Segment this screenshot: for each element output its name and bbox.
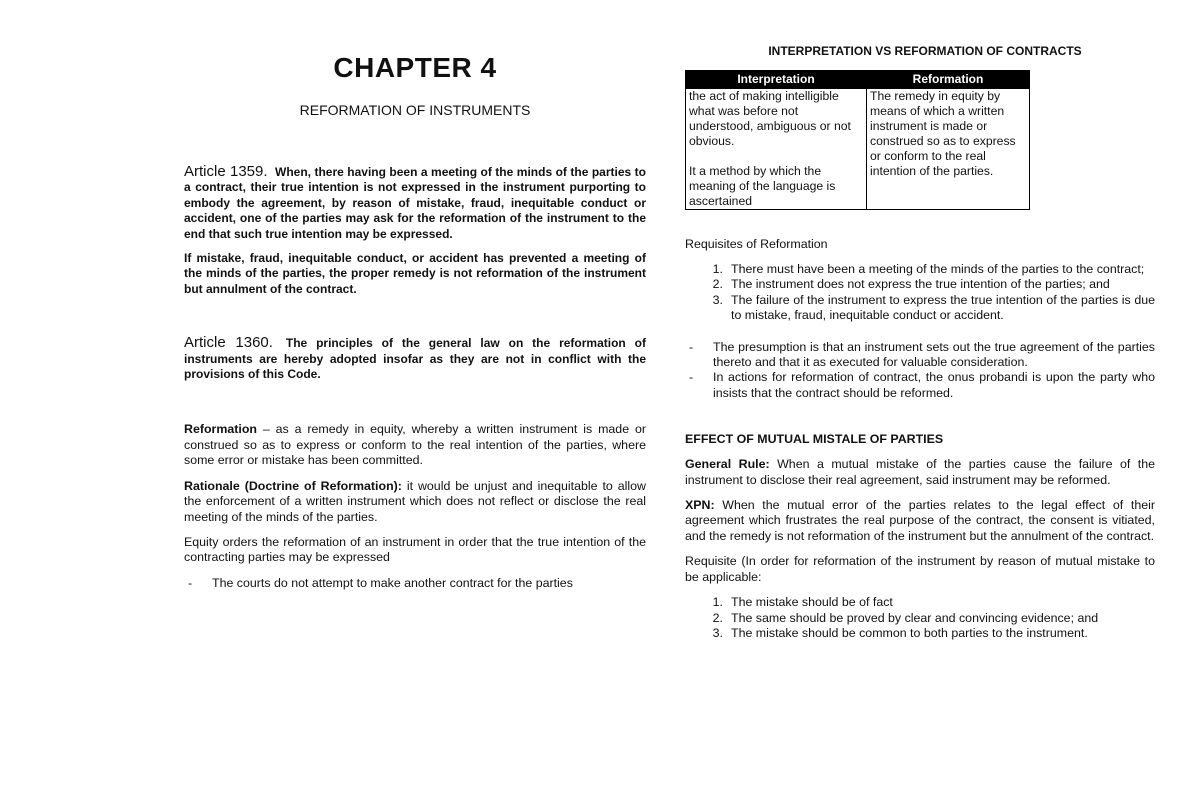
list-text: The instrument does not express the true intention of the parties; and [731, 277, 1110, 292]
list-number: 3. [712, 292, 723, 307]
rationale-text: it would be unjust and inequitable to allow the enforcement of a written instrument which does not reflect or disclose the real meeting of the minds of the parties. [184, 478, 646, 524]
list-text: The failure of the instrument to express the true intention of the parties is due to mistake, fraud, inequitable conduct or accident. [731, 292, 1155, 323]
chapter-subtitle: REFORMATION OF INSTRUMENTS [299, 102, 531, 118]
reformation-term: Reformation [184, 422, 257, 437]
article-1359 [184, 164, 646, 242]
list-text: There must have been a meeting of the minds of the parties to the contract; [731, 262, 1145, 276]
list-text: The same should be proved by clear and convincing evidence; and [731, 610, 1099, 625]
mutual-mistake-list [685, 595, 1155, 641]
note-text: The presumption is that an instrument sets out the true agreement of the parties thereto and that it as executed for valuable consideration. [713, 339, 1155, 370]
reformation-cell-text: The remedy in equity by means of which a written instrument is made or construed so as to express or conform to the real intention of the parties. [870, 89, 1016, 178]
article-1360-head: Article 1360. [184, 334, 273, 352]
list-number: 3. [712, 625, 723, 640]
right-column [685, 44, 1155, 641]
reformation-definition [184, 422, 646, 468]
chapter-title: CHAPTER 4 [333, 52, 497, 83]
note-item [685, 370, 1155, 401]
comparison-table-title: INTERPRETATION VS REFORMATION OF CONTRACTS [768, 44, 1082, 58]
xpn-paragraph [685, 498, 1155, 544]
requisites-list [685, 262, 1155, 324]
note-text: In actions for reformation of contract, the onus probandi is upon the party who insists that the contract should be reformed. [713, 370, 1155, 400]
rationale-term: Rationale (Doctrine of Reformation): [184, 478, 402, 493]
notes-list [685, 340, 1155, 402]
list-text: The mistake should be of fact [731, 595, 893, 610]
interpretation-definition: the act of making intelligible what was before not understood, ambiguous or not obvious. [689, 89, 851, 148]
article-1359-body: When, there having been a meeting of the minds of the parties to a contract, their true intention is not expressed in the instrument purporting to embody the agreement, by reason of mistake, fraud, inequitable conduct or accident, one of the parties may ask for the reformation of the instrument to the end that such true intention may be expressed. [184, 165, 646, 241]
note-item [685, 340, 1155, 371]
article-1359-para2: If mistake, fraud, inequitable conduct, or accident has prevented a meeting of the minds of the parties, the proper remedy is not reformation of the instrument but annulment of the contract. [184, 251, 646, 296]
list-number: 2. [712, 610, 723, 625]
list-number: 1. [712, 262, 723, 276]
reformation-cell [867, 89, 1030, 210]
xpn-term: XPN: [685, 498, 715, 513]
comparison-table [685, 70, 1030, 210]
interpretation-method: It a method by which the meaning of the language is ascertained [689, 164, 836, 208]
courts-bullet [184, 576, 646, 591]
list-item [685, 626, 1155, 641]
bullet-dash: - [188, 575, 193, 590]
list-item [685, 595, 1155, 610]
list-number: 2. [712, 277, 723, 292]
list-item [685, 277, 1155, 292]
table-header-reformation: Reformation [867, 71, 1030, 89]
equity-paragraph: Equity orders the reformation of an instrument in order that the true intention of the contracting parties may be expressed [184, 534, 646, 565]
article-1360-body: The principles of the general law on the reformation of instruments are hereby adopted insofar as they are not in conflict with the provisions of this Code. [184, 336, 646, 382]
article-1360 [184, 335, 646, 382]
article-1359-head: Article 1359. [184, 163, 268, 180]
effect-heading: EFFECT OF MUTUAL MISTALE OF PARTIES [685, 432, 944, 447]
list-text: The mistake should be common to both parties to the instrument. [731, 625, 1088, 640]
table-header-row [686, 71, 1030, 89]
list-item [685, 262, 1155, 277]
list-item [685, 611, 1155, 626]
general-rule-term: General Rule: [685, 457, 770, 472]
courts-bullet-text: The courts do not attempt to make another contract for the parties [212, 575, 573, 590]
general-rule-text: When a mutual mistake of the parties cause the failure of the instrument to disclose their real agreement, said instrument may be reformed. [685, 457, 1155, 487]
reformation-text: – as a remedy in equity, whereby a written instrument is made or construed so as to express or conform to the real intention of the parties, where some error or mistake has been committed. [184, 422, 646, 468]
list-item [685, 293, 1155, 324]
left-column [184, 46, 646, 591]
xpn-text: When the mutual error of the parties relates to the legal effect of their agreement which frustrates the real purpose of the contract, the consent is vitiated, and the remedy is not reformation of the instrument but the annulment of the contract. [685, 498, 1155, 543]
table-header-interpretation: Interpretation [686, 71, 867, 89]
table-row [686, 89, 1030, 210]
general-rule-paragraph [685, 457, 1155, 488]
requisite-mutual-paragraph: Requisite (In order for reformation of the instrument by reason of mutual mistake to be applicable: [685, 554, 1155, 584]
requisites-heading: Requisites of Reformation [685, 237, 828, 251]
bullet-dash: - [689, 370, 694, 385]
list-number: 1. [712, 595, 723, 610]
interpretation-cell [686, 89, 867, 210]
bullet-dash: - [689, 339, 694, 354]
rationale-paragraph [184, 479, 646, 525]
